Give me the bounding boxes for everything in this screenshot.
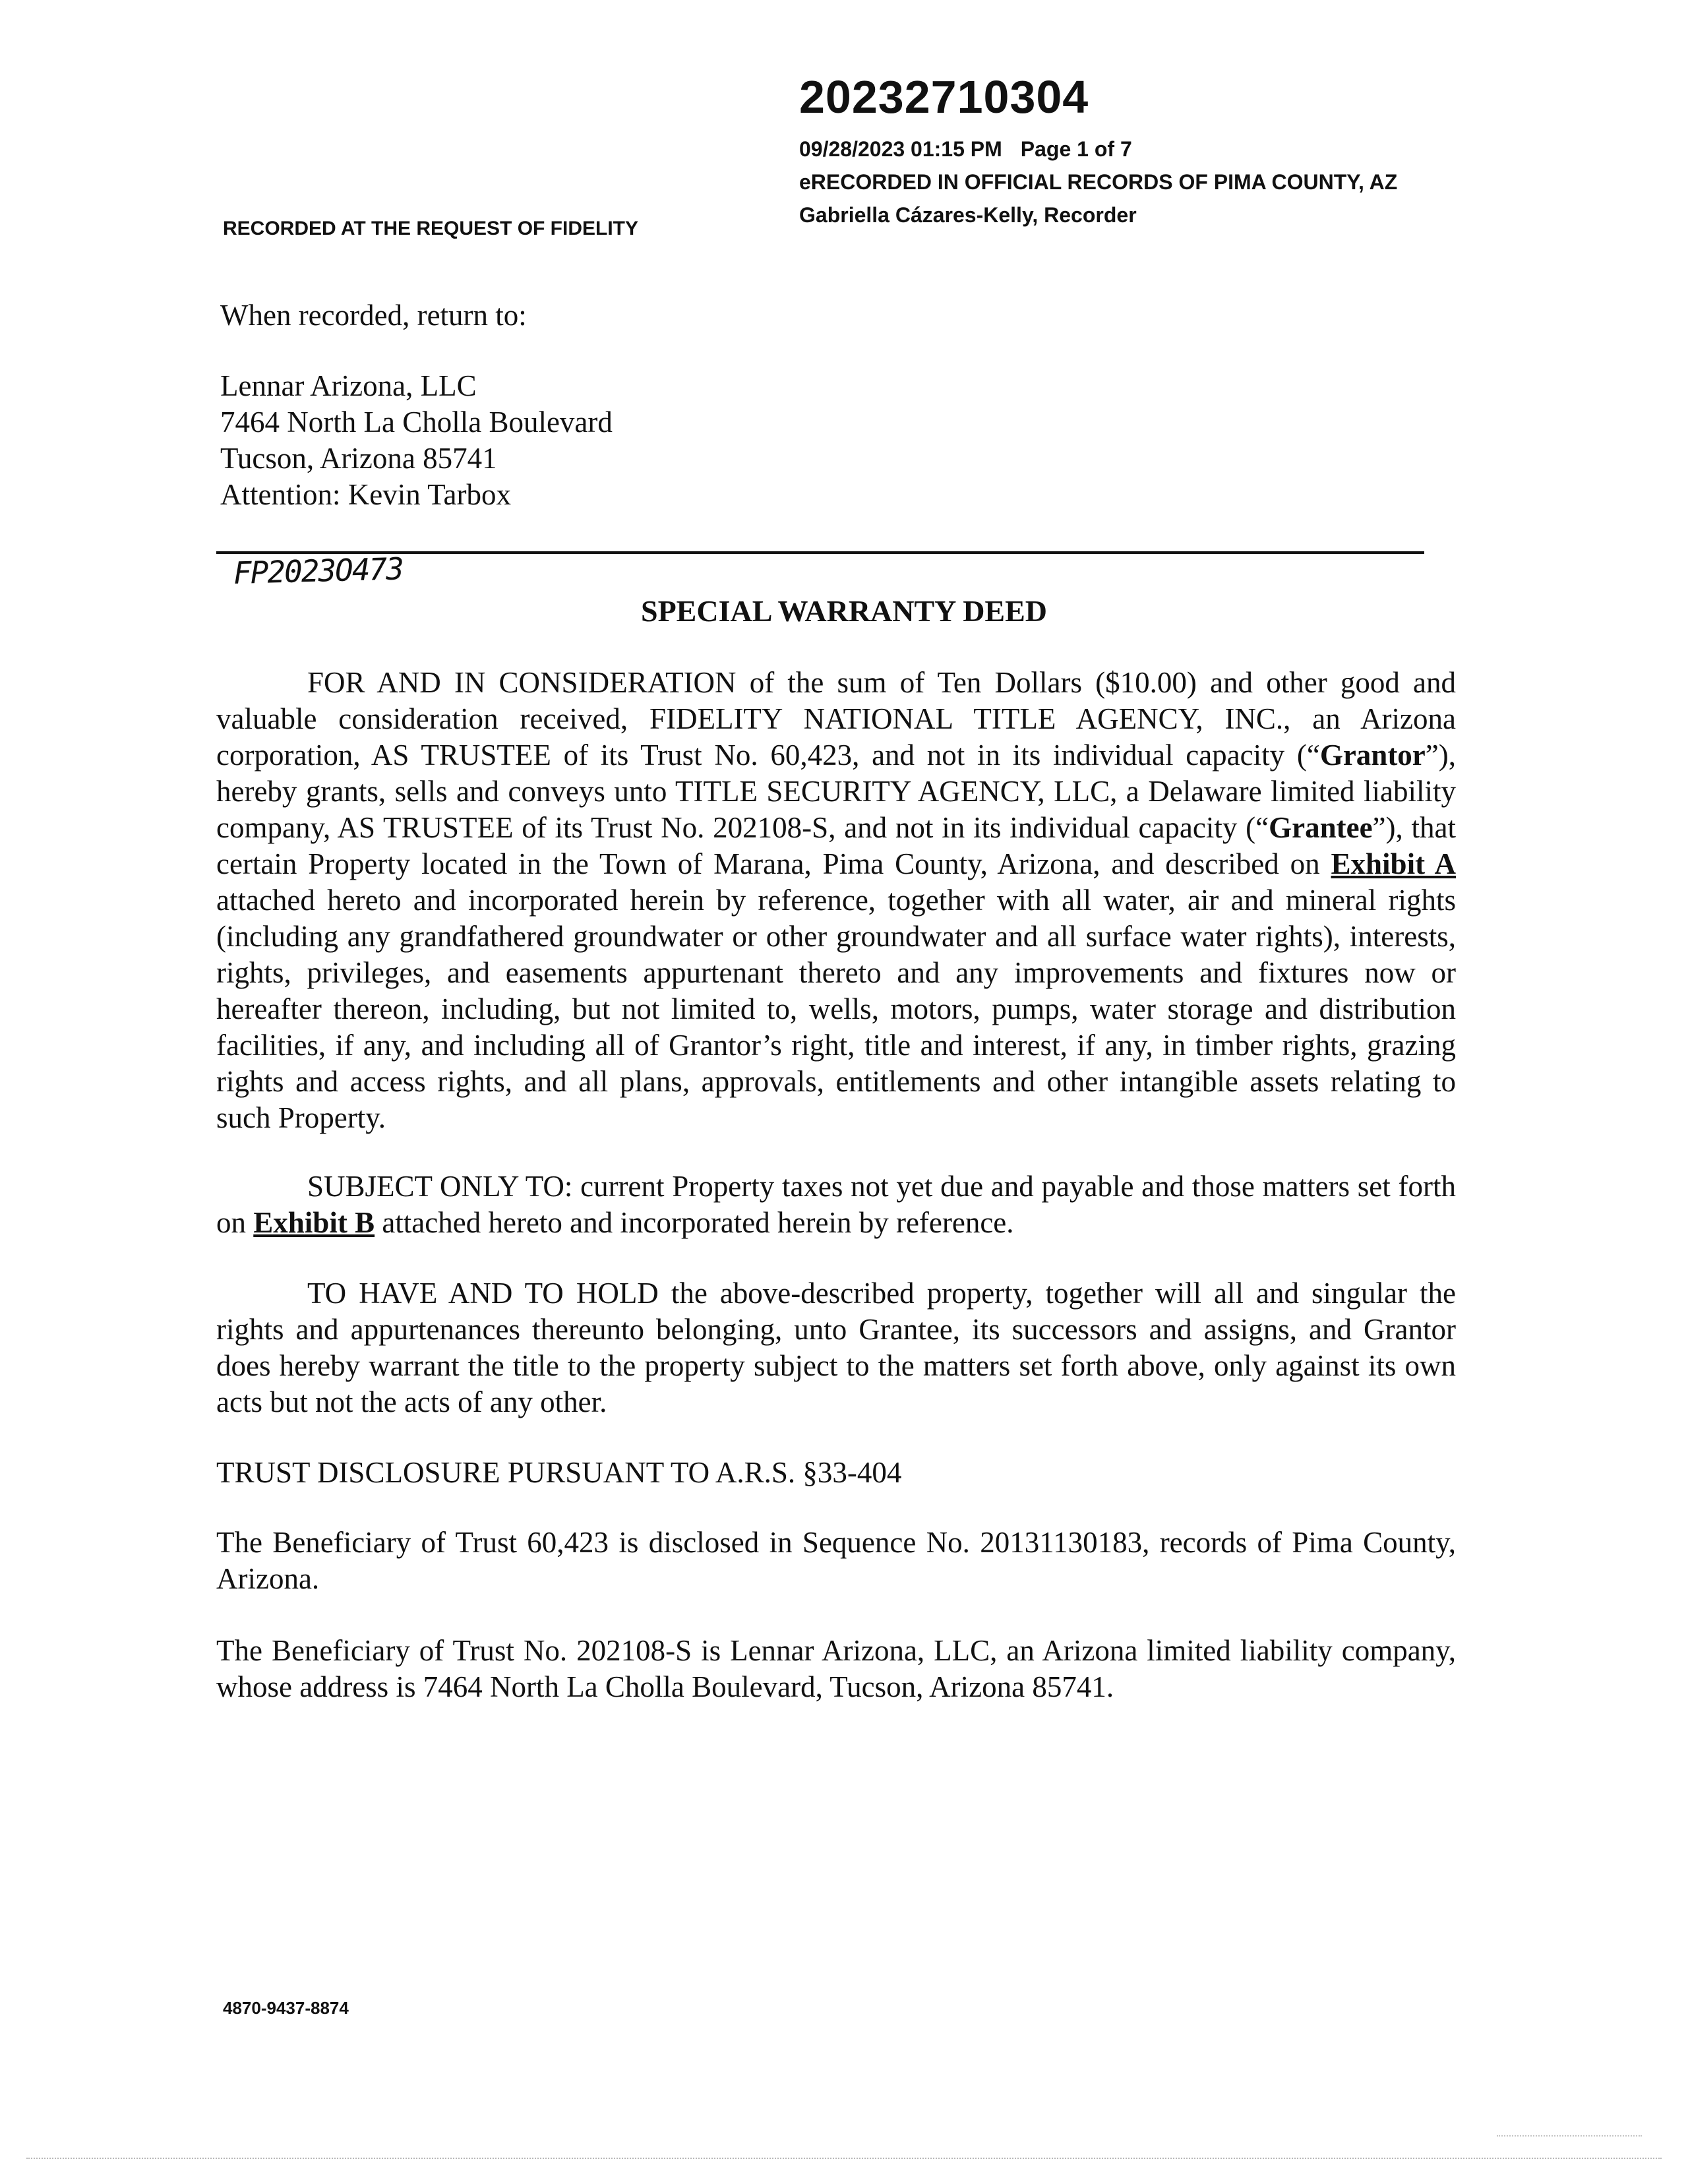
recorder-name: Gabriella Cázares-Kelly, Recorder (799, 203, 1137, 227)
text-segment: FOR AND IN CONSIDERATION of the sum of Ten Dollars ($10.00) and other good and valuable consideration received, FIDELITY NATIONAL TITLE AGENCY, INC., an Arizona corporation, AS TRUSTEE of its Trust No. 60,423, and not in its individual capacity (“ (216, 666, 1456, 772)
recording-number: 20232710304 (799, 71, 1089, 123)
address-line: Tucson, Arizona 85741 (220, 442, 497, 475)
text-segment: ”), hereby grants, sells and conveys unto TITLE SECURITY AGENCY, LLC, a Delaware limited liability company, AS TRUSTEE of its Trust No. 202108-S, and not in its individual capacity (“ (216, 739, 1456, 844)
trust-disclosure-heading: TRUST DISCLOSURE PURSUANT TO A.R.S. §33-404 (216, 1456, 902, 1489)
address-line: Lennar Arizona, LLC (220, 369, 477, 402)
recording-page: Page 1 of 7 (1020, 137, 1132, 161)
address-line: Attention: Kevin Tarbox (220, 478, 511, 511)
exhibit-b-reference: Exhibit B (253, 1206, 375, 1239)
text-segment: attached hereto and incorporated herein by reference. (375, 1206, 1014, 1239)
address-line: 7464 North La Cholla Boulevard (220, 406, 613, 439)
document-title: SPECIAL WARRANTY DEED (640, 594, 1047, 628)
scan-artifact (26, 2158, 1662, 2159)
recording-office: eRECORDED IN OFFICIAL RECORDS OF PIMA COUNTY, AZ (799, 170, 1398, 194)
text-segment: SUBJECT ONLY TO: current Property taxes not yet due and payable and those matters set forth on (216, 1170, 1456, 1239)
return-to-label: When recorded, return to: (220, 299, 527, 332)
text-segment: ”), that certain Property located in the Town of Marana, Pima County, Arizona, and described on (216, 811, 1456, 880)
handwritten-file-number: FP2023O473 (233, 551, 404, 591)
scan-artifact (1497, 2135, 1642, 2137)
return-address (220, 368, 613, 513)
beneficiary-paragraph-2: The Beneficiary of Trust No. 202108-S is Lennar Arizona, LLC, an Arizona limited liability company, whose address is 7464 North La Cholla Boulevard, Tucson, Arizona 85741. (216, 1634, 1456, 1703)
request-note: RECORDED AT THE REQUEST OF FIDELITY (223, 218, 639, 239)
text-segment: attached hereto and incorporated herein by reference, together with all water, air and mineral rights (including any grandfathered groundwater or other groundwater and all surface water rights), interests, rights, privileges, and easements appurtenant thereto and any improvements and fixtures now or hereafter thereon, including, but not limited to, wells, motors, pumps, water storage and distribution facilities, if any, and including all of Grantor’s right, title and interest, if any, in timber rights, grazing rights and access rights, and all plans, approvals, entitlements and other intangible assets relating to such Property. (216, 884, 1456, 1134)
grantee-term: Grantee (1269, 811, 1373, 844)
habendum-paragraph (216, 1275, 1456, 1420)
text-segment: TO HAVE AND TO HOLD the above-described property, together will all and singular the rights and appurtenances thereunto belonging, unto Grantee, its successors and assigns, and Grantor does hereby warrant the title to the property subject to the matters set forth above, only against its own acts but not the acts of any other. (216, 1277, 1456, 1418)
exhibit-a-reference: Exhibit A (1331, 847, 1456, 880)
recording-datetime-line (799, 138, 1132, 160)
document-id: 4870-9437-8874 (223, 1998, 349, 2018)
beneficiary-paragraph-1: The Beneficiary of Trust 60,423 is disclosed in Sequence No. 20131130183, records of Pima County, Arizona. (216, 1526, 1456, 1595)
subject-to-paragraph (216, 1168, 1456, 1241)
grantor-term: Grantor (1319, 739, 1426, 772)
recording-datetime: 09/28/2023 01:15 PM (799, 137, 1002, 161)
conveyance-paragraph (216, 665, 1456, 1136)
